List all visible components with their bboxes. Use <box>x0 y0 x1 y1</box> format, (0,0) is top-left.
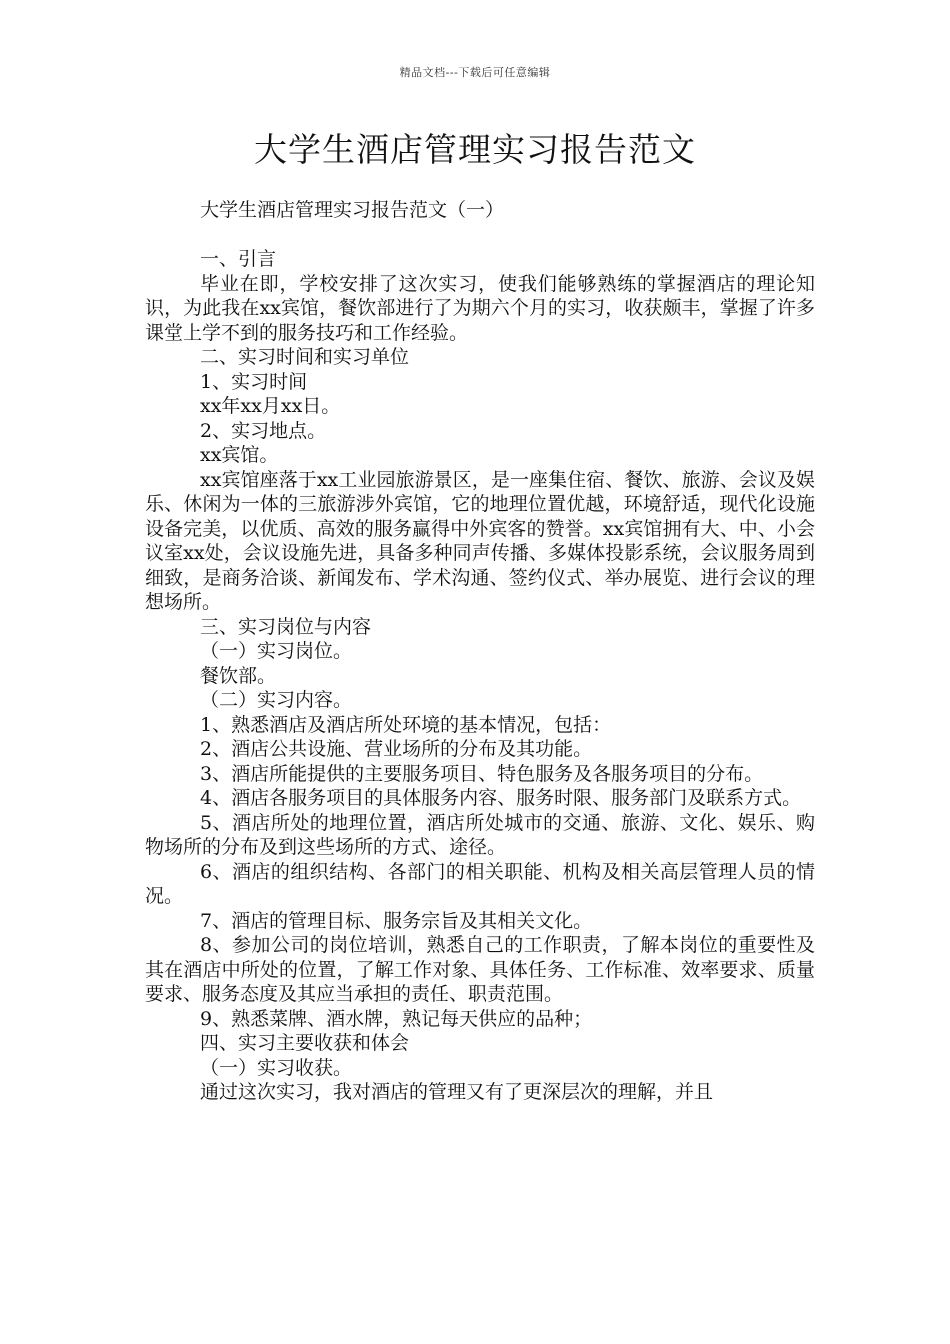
section-heading: 三、实习岗位与内容 <box>200 615 372 638</box>
subheading: （一）实习岗位。 <box>200 640 353 662</box>
section-heading: 四、实习主要收获和体会 <box>200 1032 410 1054</box>
document-body <box>145 247 815 1105</box>
subheading: 1、实习时间 <box>200 370 308 393</box>
page-header: 精品文档---下载后可任意编辑 <box>399 66 551 79</box>
list-item: 3、酒店所能提供的主要服务项目、特色服务及各服务项目的分布。 <box>200 762 764 785</box>
paragraph: xx宾馆座落于xx工业园旅游景区，是一座集住宿、餐饮、旅游、会议及娱乐、休闲为一体的三旅游涉外宾馆，它的地理位置优越，环境舒适，现代化设施设备完美，以优质、高效的服务赢得中外宾客的赞誉。xx宾馆拥有大、中、小会议室xx处，会议设施先进，具备多种同声传播、多媒体投影系统，会议服务周到细致，是商务洽谈、新闻发布、学术沟通、签约仪式、举办展览、进行会议的理想场所。 <box>145 468 815 613</box>
section-heading: 一、引言 <box>200 248 277 270</box>
document-subtitle: 大学生酒店管理实习报告范文（一） <box>200 199 505 221</box>
list-item: 4、酒店各服务项目的具体服务内容、服务时限、服务部门及联系方式。 <box>200 787 802 809</box>
section-heading: 二、实习时间和实习单位 <box>200 346 410 368</box>
list-item: 6、酒店的组织结构、各部门的相关职能、机构及相关高层管理人员的情况。 <box>145 860 815 907</box>
subheading: 2、实习地点。 <box>200 419 327 442</box>
paragraph: xx年xx月xx日。 <box>200 395 341 417</box>
document-title: 大学生酒店管理实习报告范文 <box>254 130 696 169</box>
paragraph: 餐饮部。 <box>200 664 277 687</box>
subheading: （二）实习内容。 <box>200 689 353 711</box>
paragraph: 毕业在即，学校安排了这次实习，使我们能够熟练的掌握酒店的理论知识，为此我在xx宾馆，餐饮部进行了为期六个月的实习，收获颇丰，掌握了许多课堂上学不到的服务技巧和工作经验。 <box>145 272 815 344</box>
list-item: 5、酒店所处的地理位置，酒店所处城市的交通、旅游、文化、娱乐、购物场所的分布及到这些场所的方式、途径。 <box>145 811 815 858</box>
paragraph: xx宾馆。 <box>200 444 279 466</box>
subheading: （一）实习收获。 <box>200 1056 353 1079</box>
list-item: 9、熟悉菜牌、酒水牌，熟记每天供应的品种； <box>200 1007 593 1030</box>
list-item: 2、酒店公共设施、营业场所的分布及其功能。 <box>200 738 593 760</box>
list-item: 8、参加公司的岗位培训，熟悉自己的工作职责，了解本岗位的重要性及其在酒店中所处的位置，了解工作对象、具体任务、工作标准、效率要求、质量要求、服务态度及其应当承担的责任、职责范围。 <box>145 934 815 1005</box>
list-item: 7、酒店的管理目标、服务宗旨及其相关文化。 <box>200 909 593 932</box>
list-item: 1、熟悉酒店及酒店所处环境的基本情况，包括： <box>200 713 612 736</box>
paragraph: 通过这次实习，我对酒店的管理又有了更深层次的理解，并且 <box>200 1081 714 1103</box>
